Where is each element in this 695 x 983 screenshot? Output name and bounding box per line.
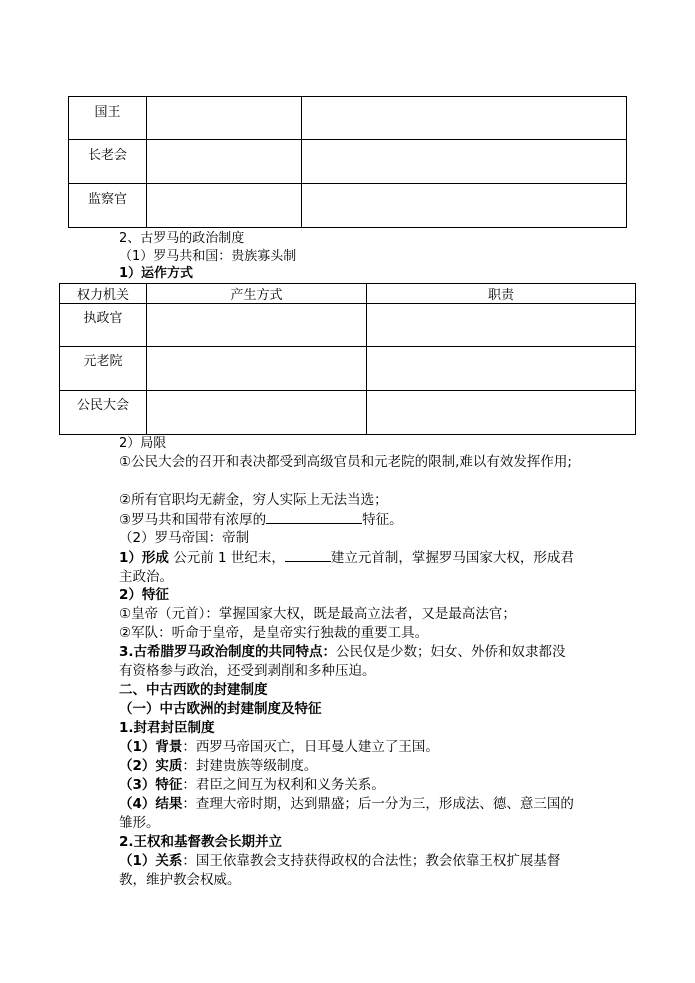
header-method: 产生方式 — [147, 284, 367, 304]
row-label-elders: 长老会 — [69, 140, 147, 184]
empty-cell — [367, 347, 636, 391]
fill-blank — [266, 510, 362, 524]
empire-heading: （2）罗马帝国：帝制 — [119, 530, 250, 546]
background-text: ：西罗马帝国灭亡，日耳曼人建立了王国。 — [182, 739, 439, 755]
background-label: （1）背景 — [119, 739, 183, 755]
formation-after: 建立元首制，掌握罗马国家大权，形成君主政治。 — [119, 550, 574, 585]
row-label-senate: 元老院 — [60, 347, 147, 391]
essence-text: ：封建贵族等级制度。 — [182, 758, 318, 774]
table-row — [69, 140, 627, 184]
common-features — [119, 643, 579, 681]
result-label: （4）结果 — [119, 796, 183, 812]
fief-heading: 1.封君封臣制度 — [119, 720, 215, 736]
row-label-ephors: 监察官 — [69, 184, 147, 228]
table-row — [69, 97, 627, 140]
empty-cell — [302, 97, 627, 140]
fief-background — [119, 738, 579, 757]
empty-cell — [367, 391, 636, 435]
row-label-king: 国王 — [69, 97, 147, 140]
republic-heading: （1）罗马共和国：贵族寡头制 — [119, 249, 297, 264]
table-row — [60, 347, 636, 391]
empty-cell — [147, 97, 302, 140]
table-row — [60, 304, 636, 347]
medieval-subheading: （一）中古欧洲的封建制度及特征 — [119, 701, 322, 717]
result-text: ：查理大帝时期，达到鼎盛；后一分为三，形成法、德、意三国的雏形。 — [119, 796, 574, 831]
limit-item-2: ②所有官职均无薪金，穷人实际上无法当选； — [119, 492, 388, 508]
header-power-organ: 权力机关 — [60, 284, 147, 304]
limits-heading: 2）局限 — [119, 436, 167, 451]
limit-item-1: ①公民大会的召开和表决都受到高级官员和元老院的限制,难以有效发挥作用; — [119, 454, 572, 470]
empty-cell — [302, 140, 627, 184]
common-label: 3.古希腊罗马政治制度的共同特点： — [119, 644, 337, 660]
empty-cell — [147, 140, 302, 184]
church-relation — [119, 852, 579, 890]
limit-item-3-before: ③罗马共和国带有浓厚的 — [119, 512, 267, 528]
empty-cell — [147, 184, 302, 228]
table-row — [69, 184, 627, 228]
formation-label: 1）形成 — [119, 550, 169, 566]
empire-features-heading: 2）特征 — [119, 587, 169, 603]
operation-heading: 1）运作方式 — [119, 266, 194, 281]
relation-text: ：国王依靠教会支持获得政权的合法性；教会依靠王权扩展基督教，维护教会权威。 — [119, 853, 561, 888]
empire-formation — [119, 548, 579, 587]
church-heading: 2.王权和基督教会长期并立 — [119, 834, 283, 850]
table-roman-institutions — [59, 283, 636, 435]
fief-feature — [119, 776, 579, 795]
table-header-row — [60, 284, 636, 304]
empire-feature-2: ②军队：听命于皇帝，是皇帝实行独裁的重要工具。 — [119, 625, 429, 641]
empty-cell — [302, 184, 627, 228]
row-label-consul: 执政官 — [60, 304, 147, 347]
empty-cell — [147, 304, 367, 347]
common-text: 公民仅是少数；妇女、外侨和奴隶都没有资格参与政治，还受到剥削和多种压迫。 — [119, 644, 566, 679]
feature-label: （3）特征 — [119, 777, 183, 793]
header-duty: 职责 — [367, 284, 636, 304]
essence-label: （2）实质 — [119, 758, 183, 774]
section-title-rome: 2、古罗马的政治制度 — [119, 231, 245, 246]
medieval-heading: 二、中古西欧的封建制度 — [119, 682, 268, 698]
formation-before: 公元前 1 世纪末， — [168, 550, 285, 566]
fief-result — [119, 795, 579, 833]
fief-essence — [119, 757, 579, 776]
empty-cell — [367, 304, 636, 347]
limit-item-3 — [119, 510, 579, 530]
relation-label: （1）关系 — [119, 853, 183, 869]
fill-blank — [285, 548, 331, 562]
limit-item-3-after: 特征。 — [362, 512, 403, 528]
row-label-assembly: 公民大会 — [60, 391, 147, 435]
empire-feature-1: ①皇帝（元首）：掌握国家大权，既是最高立法者，又是最高法官； — [119, 606, 516, 622]
empty-cell — [147, 391, 367, 435]
feature-text: ：君臣之间互为权利和义务关系。 — [182, 777, 385, 793]
table-greek-institutions — [68, 96, 627, 228]
table-row — [60, 391, 636, 435]
empty-cell — [147, 347, 367, 391]
